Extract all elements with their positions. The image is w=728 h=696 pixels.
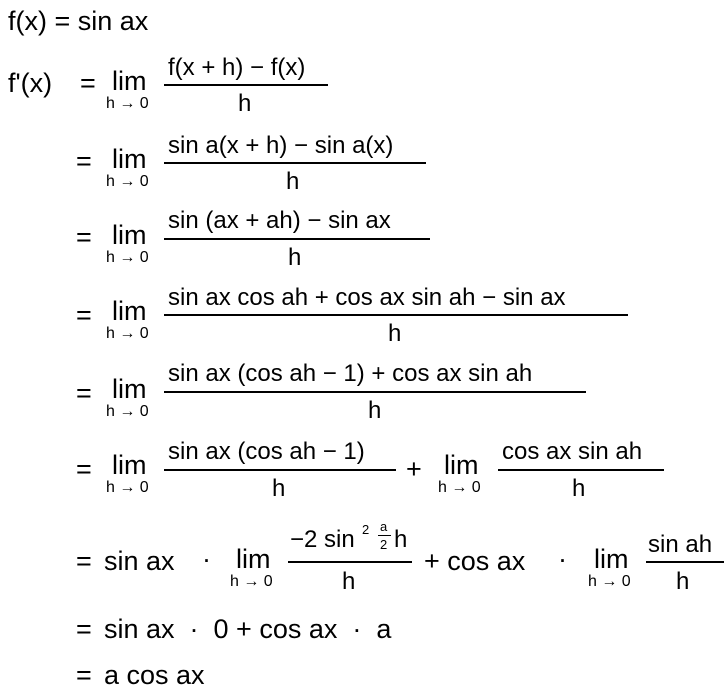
limit-operator: lim xyxy=(112,66,147,96)
limit-subscript: h → 0 xyxy=(106,173,149,190)
limit-subscript: h → 0 xyxy=(588,573,631,590)
fraction-bar xyxy=(164,84,328,86)
numerator-suffix: h xyxy=(394,526,408,553)
fraction-denominator: h xyxy=(572,475,586,502)
fraction-bar xyxy=(164,469,396,471)
fraction-numerator: sin ax (cos ah − 1) + cos ax sin ah xyxy=(168,360,533,387)
fraction-denominator: h xyxy=(388,320,402,347)
limit-operator: lim xyxy=(112,220,147,250)
simplified-expression: sin ax · 0 + cos ax · a xyxy=(104,614,392,644)
fraction-denominator: h xyxy=(272,475,286,502)
fraction-numerator: sin ah xyxy=(648,531,713,558)
fraction-numerator: sin (ax + ah) − sin ax xyxy=(168,207,391,234)
limit-operator: lim xyxy=(112,144,147,174)
plus-cos-ax: + cos ax xyxy=(424,546,526,576)
derivative-label: f'(x) xyxy=(8,68,53,98)
equals-sign: = xyxy=(76,300,92,330)
limit-subscript: h → 0 xyxy=(106,479,149,496)
fraction-numerator: f(x + h) − f(x) xyxy=(168,54,306,81)
limit-subscript: h → 0 xyxy=(230,573,273,590)
fraction-denominator: h xyxy=(368,397,382,424)
fraction-denominator: h xyxy=(286,168,300,195)
equals-sign: = xyxy=(80,68,96,98)
limit-subscript: h → 0 xyxy=(106,325,149,342)
fraction-numerator: sin a(x + h) − sin a(x) xyxy=(168,132,394,159)
equals-sign: = xyxy=(76,546,92,576)
limit-operator: lim xyxy=(112,374,147,404)
term-sin-ax: sin ax xyxy=(104,546,175,576)
equals-sign: = xyxy=(76,614,92,644)
limit-subscript: h → 0 xyxy=(106,403,149,420)
fraction-numerator: sin ax (cos ah − 1) xyxy=(168,438,365,465)
inner-fraction-bar xyxy=(378,535,391,536)
fraction-bar xyxy=(498,469,664,471)
fraction-numerator: cos ax sin ah xyxy=(502,438,643,465)
fraction-denominator: h xyxy=(238,90,252,117)
function-definition: f(x) = sin ax xyxy=(8,6,149,36)
limit-operator: lim xyxy=(112,450,147,480)
inner-fraction-denominator: 2 xyxy=(380,537,388,552)
equals-sign: = xyxy=(76,454,92,484)
limit-operator: lim xyxy=(594,544,629,574)
fraction-bar xyxy=(164,391,586,393)
numerator-prefix: −2 sin xyxy=(290,526,355,553)
limit-operator: lim xyxy=(236,544,271,574)
limit-subscript: h → 0 xyxy=(106,95,149,112)
fraction-denominator: h xyxy=(676,568,690,595)
equals-sign: = xyxy=(76,660,92,690)
multiplication-dot: · xyxy=(202,544,211,574)
final-result: a cos ax xyxy=(104,660,205,690)
limit-operator: lim xyxy=(112,296,147,326)
fraction-bar xyxy=(164,238,430,240)
limit-operator: lim xyxy=(444,450,479,480)
fraction-bar xyxy=(164,162,426,164)
multiplication-dot: · xyxy=(558,544,567,574)
fraction-bar xyxy=(646,561,724,563)
limit-subscript: h → 0 xyxy=(106,249,149,266)
equals-sign: = xyxy=(76,378,92,408)
inner-fraction-numerator: a xyxy=(380,519,388,534)
equals-sign: = xyxy=(76,222,92,252)
fraction-bar xyxy=(164,314,628,316)
fraction-bar xyxy=(288,561,412,563)
exponent: 2 xyxy=(362,522,370,537)
equals-sign: = xyxy=(76,146,92,176)
fraction-numerator: sin ax cos ah + cos ax sin ah − sin ax xyxy=(168,284,566,311)
limit-subscript: h → 0 xyxy=(438,479,481,496)
fraction-denominator: h xyxy=(288,244,302,271)
plus-sign: + xyxy=(406,454,422,484)
fraction-denominator: h xyxy=(342,568,356,595)
